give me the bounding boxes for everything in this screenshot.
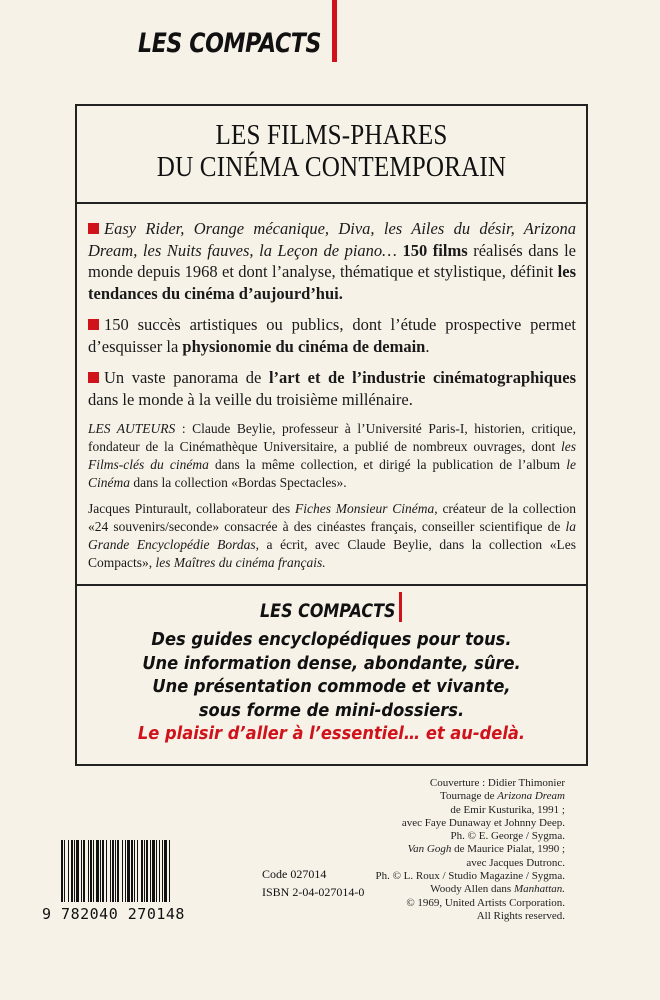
barcode-bar — [61, 840, 63, 902]
barcode-bar — [141, 840, 143, 902]
barcode-bar — [144, 840, 145, 902]
barcode-bar — [164, 840, 167, 902]
barcode-bar — [122, 840, 123, 902]
slogan-red-line: Le plaisir d’aller à l’essentiel… et au-delà. — [137, 724, 526, 744]
barcode-bar — [71, 840, 73, 902]
title-line-2: DU CINÉMA CONTEMPORAIN — [156, 152, 507, 183]
paragraph-1: Easy Rider, Orange mécanique, Diva, les Ailes du désir, Arizona Dream, les Nuits fauves, la Leçon de piano… 150 films réalisés dans le monde depuis 1968 et dont l’analyse, thématique et stylistique, définit les tendances du cinéma d’aujourd’hui. — [88, 219, 576, 303]
barcode-bar — [100, 840, 101, 902]
credit-line: Ph. © L. Roux / Studio Magazine / Sygma. — [375, 870, 565, 883]
barcode-digits: 9 782040 270148 — [42, 905, 185, 923]
authors-paragraph-2: Jacques Pinturault, collaborateur des Fiches Monsieur Cinéma, créateur de la collection «24 souvenirs/seconde» consacrée à des cinéastes français, conseiller scientifique de la Grande Encyclopédie Bordas, a écrit, avec Claude Beylie, dans la collection «Les Compacts», les Maîtres du cinéma français. — [88, 501, 576, 570]
credit-line: avec Jacques Dutronc. — [466, 856, 565, 869]
collection-slogans — [77, 629, 586, 747]
barcode-bar — [125, 840, 126, 902]
barcode-bar — [150, 840, 151, 902]
barcode-bar — [76, 840, 79, 902]
barcode-bar — [88, 840, 89, 902]
barcode-bar — [131, 840, 133, 902]
barcode-bar — [106, 840, 107, 902]
credit-line: Woody Allen dans Manhattan. — [430, 883, 565, 896]
credit-line: Ph. © E. George / Sygma. — [450, 830, 565, 843]
barcode-bar — [93, 840, 94, 902]
collection-box — [75, 586, 588, 766]
barcode-bar — [162, 840, 163, 902]
paragraph-2: 150 succès artistiques ou publics, dont l’étude prospective permet d’esquisser la physionomie du cinéma de demain. — [88, 315, 576, 356]
main-frame — [75, 104, 588, 586]
credit-line: Couverture : Didier Thimonier — [429, 777, 565, 789]
barcode-bar — [64, 840, 65, 902]
credit-line: de Emir Kusturika, 1991 ; — [450, 803, 565, 816]
title-line-1: LES FILMS-PHARES — [215, 120, 448, 151]
collection-accent-bar — [399, 592, 402, 622]
red-square-bullet-icon — [88, 372, 99, 383]
code-block — [262, 865, 364, 901]
authors-paragraph-1: LES AUTEURS : Claude Beylie, professeur à l’Université Paris-I, historien, critique, fondateur de la Cinémathèque Universitaire, a publié de nombreux ouvrages, dont les Films-clés du cinéma dans la même collection, et dirigé la publication de l’album le Cinéma dans la collection «Bordas Spectacles». — [88, 421, 576, 490]
barcode-bar — [115, 840, 116, 902]
barcode-bar — [159, 840, 160, 902]
barcode-bar — [156, 840, 157, 902]
product-code: Code 027014 — [262, 867, 327, 881]
red-square-bullet-icon — [88, 223, 99, 234]
credit-line: Tournage de Arizona Dream — [440, 790, 565, 803]
barcode-bar — [146, 840, 148, 902]
barcode-bar — [137, 840, 138, 902]
barcode-image — [61, 840, 211, 902]
brand-logo: LES COMPACTS — [138, 28, 322, 59]
slogan-line: Des guides encyclopédiques pour tous. — [151, 630, 512, 650]
isbn: ISBN 2-04-027014-0 — [262, 885, 365, 899]
barcode-bar — [102, 840, 104, 902]
barcode-bar — [152, 840, 155, 902]
barcode-bar — [117, 840, 119, 902]
top-accent-bar — [332, 0, 337, 62]
collection-logo: LES COMPACTS — [260, 600, 396, 622]
credit-line: avec Faye Dunaway et Johnny Deep. — [401, 816, 565, 829]
barcode-bar — [96, 840, 99, 902]
barcode-bar — [134, 840, 135, 902]
title-box — [77, 106, 586, 204]
barcode-bar — [127, 840, 130, 902]
barcode-bar — [81, 840, 82, 902]
credit-line: All Rights reserved. — [476, 909, 565, 922]
barcode-bar — [74, 840, 75, 902]
credit-line: Van Gogh de Maurice Pialat, 1990 ; — [407, 843, 565, 856]
barcode-bar — [112, 840, 114, 902]
barcode-bar — [90, 840, 92, 902]
cover-credits — [335, 777, 565, 923]
slogan-line: Une information dense, abondante, sûre. — [142, 653, 521, 674]
red-square-bullet-icon — [88, 319, 99, 330]
paragraph-3: Un vaste panorama de l’art et de l’industrie cinématographiques dans le monde à la veille du troisième millénaire. — [88, 368, 576, 409]
credit-line: © 1969, United Artists Corporation. — [406, 896, 565, 909]
barcode-bar — [110, 840, 111, 902]
slogan-line: sous forme de mini-dossiers. — [198, 700, 465, 721]
barcode-bar — [83, 840, 85, 902]
slogan-line: Une présentation commode et vivante, — [152, 677, 511, 697]
barcode-bar — [68, 840, 69, 902]
description — [88, 218, 576, 580]
barcode-bar — [169, 840, 170, 902]
